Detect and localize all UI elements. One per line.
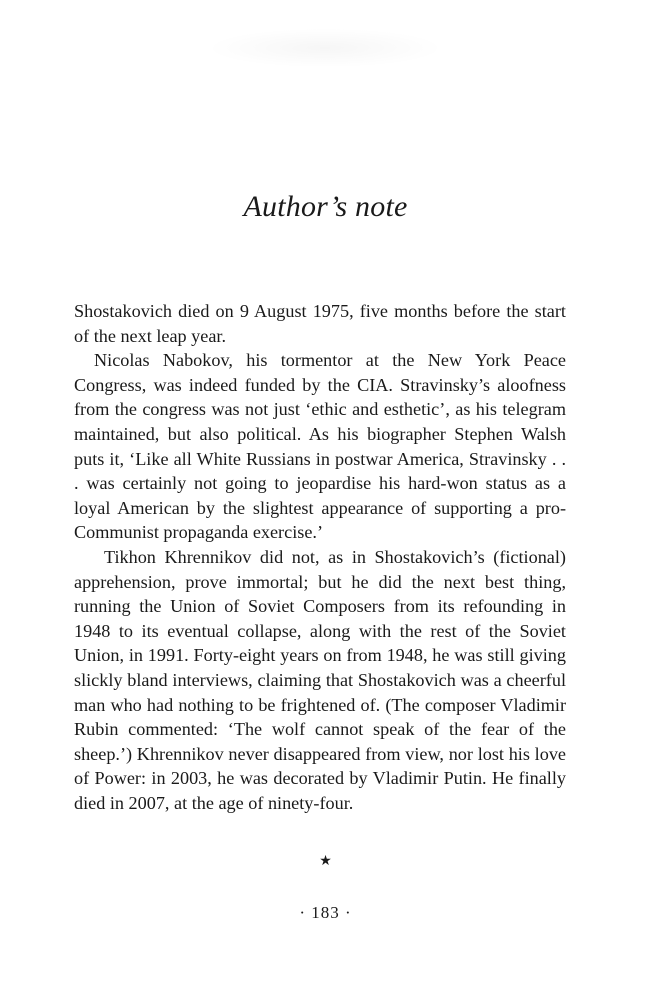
page-number: · 183 · bbox=[299, 903, 352, 922]
paragraph-3: Tikhon Khrennikov did not, as in Shostakovich’s (fictional) apprehension, prove immortal; but he did the next best thing, running the Union of Soviet Composers from its refounding in 1948 to its eventual collapse, along with the rest of the Soviet Union, in 1991. Forty-eight years on from 1948, he was still giving slickly bland interviews, claiming that Shostakovich was a cheerful man who had nothing to be frightened of. (The composer Vladimir Rubin commented: ‘The wolf cannot speak of the fear of the sheep.’) Khrennikov never disappeared from view, nor lost his love of Power: in 2003, he was decorated by Vladimir Putin. He finally died in 2007, at the age of ninety-four. bbox=[74, 546, 566, 813]
header-smudge bbox=[205, 28, 445, 68]
body-text bbox=[74, 299, 566, 815]
paragraph-2: Nicolas Nabokov, his tormentor at the New York Peace Congress, was indeed funded by the CIA. Stravinsky’s aloofness from the congress was not just ‘ethic and esthetic’, as his telegram maintained, but also political. As his biographer Stephen Walsh puts it, ‘Like all White Russians in postwar America, Stravinsky . . . was certainly not going to jeopardise his hard-won status as a loyal American by the slightest appearance of supporting a pro-Communist propaganda exercise.’ bbox=[74, 350, 566, 543]
paragraph-1: Shostakovich died on 9 August 1975, five months before the start of the next leap year. bbox=[74, 301, 566, 346]
chapter-title: Author’s note bbox=[243, 190, 408, 223]
section-break-star: ★ bbox=[319, 854, 332, 869]
